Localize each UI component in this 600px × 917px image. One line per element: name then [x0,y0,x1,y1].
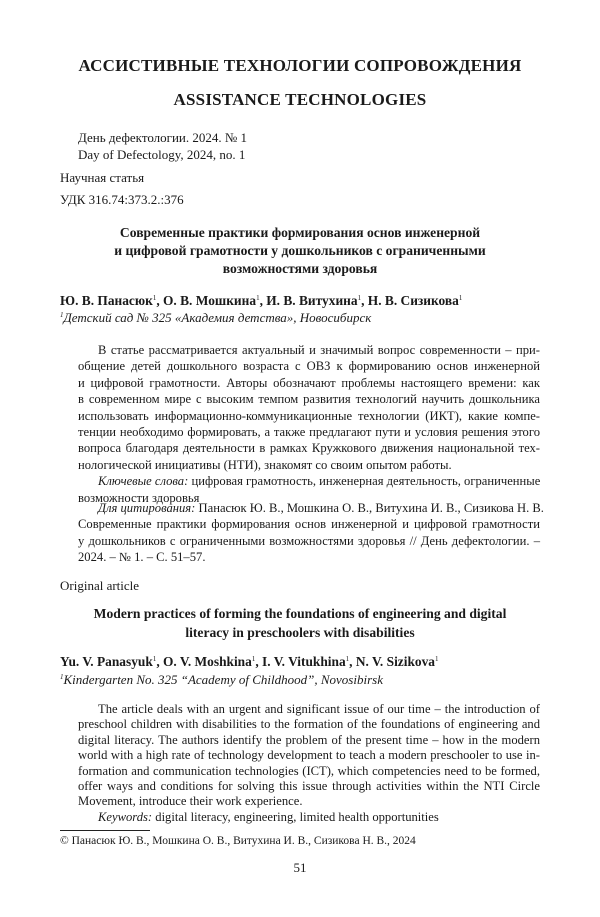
page-number: 51 [0,860,600,876]
affiliation-mark: 1 [459,294,463,302]
keywords-ru [78,473,540,489]
keywords-en [78,810,540,825]
author: Yu. V. Panasyuk [60,654,153,669]
citation-line: 2024. – № 1. – С. 51–57. [78,549,540,565]
udc-code: УДК 316.74:373.2.:376 [60,192,184,208]
article-type-en: Original article [60,578,139,594]
abstract-line: тенции необходимо формировать, а также предлагают пути и условия решения этого [78,424,540,440]
affiliation-ru [60,310,371,326]
section-heading-en: ASSISTANCE TECHNOLOGIES [0,90,600,110]
abstract-line: нологической инициативы (НТИ), знакомят со своим опытом работы. [78,457,540,473]
affiliation-mark: 1 [435,655,439,663]
author: И. В. Витухина [266,293,357,308]
copyright: © Панасюк Ю. В., Мошкина О. В., Витухина И. В., Сизикова Н. В., 2024 [60,835,416,847]
journal-en: Day of Defectology, 2024, no. 1 [78,147,245,163]
authors-en: Yu. V. Panasyuk1, O. V. Moshkina1, I. V. Vitukhina1, N. V. Sizikova1 [60,654,439,670]
affiliation-mark: 1 [358,294,362,302]
article-title-en [60,604,540,642]
author: Н. В. Сизикова [368,293,459,308]
author: I. V. Vitukhina [262,654,346,669]
affiliation-mark: 1 [252,655,256,663]
title-line: Modern practices of forming the foundations of engineering and digital [60,604,540,623]
footnote-divider [60,830,150,831]
abstract-line: digital literacy. The authors identify the problem of the present time – how in the modern [78,733,540,748]
citation-line [78,500,540,516]
keywords-text: digital literacy, engineering, limited health opportunities [155,810,439,824]
article-title-ru [60,224,540,278]
abstract-en [78,702,540,825]
article-type-ru: Научная статья [60,170,144,186]
author: Ю. В. Панасюк [60,293,153,308]
affiliation-text: Kindergarten No. 325 “Academy of Childhood”, Novosibirsk [64,672,383,687]
abstract-line: offer ways and conditions for solving this issue through activities within the NTI Circle [78,779,540,794]
abstract-line: общение детей дошкольного возраста с ОВЗ к формированию основ инженерной [78,358,540,374]
affiliation-mark: 1 [60,673,64,681]
title-line: возможностями здоровья [60,260,540,278]
affiliation-text: Детский сад № 325 «Академия детства», Новосибирск [64,310,372,325]
authors-ru: Ю. В. Панасюк1, О. В. Мошкина1, И. В. Витухина1, Н. В. Сизикова1 [60,293,462,309]
abstract-line: preschool children with disabilities to the formation of the foundations of engineering and [78,717,540,732]
citation-label: Для цитирования: [98,501,195,515]
affiliation-mark: 1 [346,655,350,663]
affiliation-mark: 1 [256,294,260,302]
abstract-line: использовать информационно-коммуникационные технологии (ИКТ), какие компе- [78,408,540,424]
abstract-line: Movement, introduce their work experience. [78,794,540,809]
affiliation-mark: 1 [60,311,64,319]
citation-ru [78,500,540,566]
section-heading-ru: АССИСТИВНЫЕ ТЕХНОЛОГИИ СОПРОВОЖДЕНИЯ [0,56,600,76]
abstract-line: formation and communication technologies (ICT), which competencies need to be formed, [78,764,540,779]
abstract-line: вопроса благодаря деятельности в рамках Кружкового движения национальной тех- [78,440,540,456]
abstract-line: В статье рассматривается актуальный и значимый вопрос современности – при- [78,342,540,358]
keywords-label: Keywords: [98,810,152,824]
journal-ru: День дефектологии. 2024. № 1 [78,130,247,146]
citation-line: у дошкольников с ограниченными возможностями здоровья // День дефектологии. – [78,533,540,549]
keywords-text: цифровая грамотность, инженерная деятельность, ограниченные [191,474,540,488]
abstract-ru [78,342,540,506]
abstract-line: и цифровой грамотности. Авторы обозначают проблемы настоящего времени: как [78,375,540,391]
citation-authors: Панасюк Ю. В., Мошкина О. В., Витухина И. В., Сизикова Н. В. [199,501,544,515]
title-line: Современные практики формирования основ инженерной [60,224,540,242]
author: N. V. Sizikova [356,654,435,669]
abstract-line: в современном мире с высоким темпом развития технологий научить дошкольника [78,391,540,407]
title-line: и цифровой грамотности у дошкольников с ограниченными [60,242,540,260]
abstract-line: The article deals with an urgent and significant issue of our time – the introduction of [78,702,540,717]
abstract-line: world with a high rate of technology development to teach a modern preschooler to use in- [78,748,540,763]
keywords-label: Ключевые слова: [98,474,188,488]
author: О. В. Мошкина [163,293,256,308]
affiliation-mark: 1 [153,655,157,663]
keywords-line: возможности здоровья [78,490,540,506]
author: O. V. Moshkina [163,654,252,669]
affiliation-mark: 1 [153,294,157,302]
affiliation-en [60,672,383,688]
citation-line: Современные практики формирования основ инженерной и цифровой грамотности [78,516,540,532]
title-line: literacy in preschoolers with disabilities [60,623,540,642]
